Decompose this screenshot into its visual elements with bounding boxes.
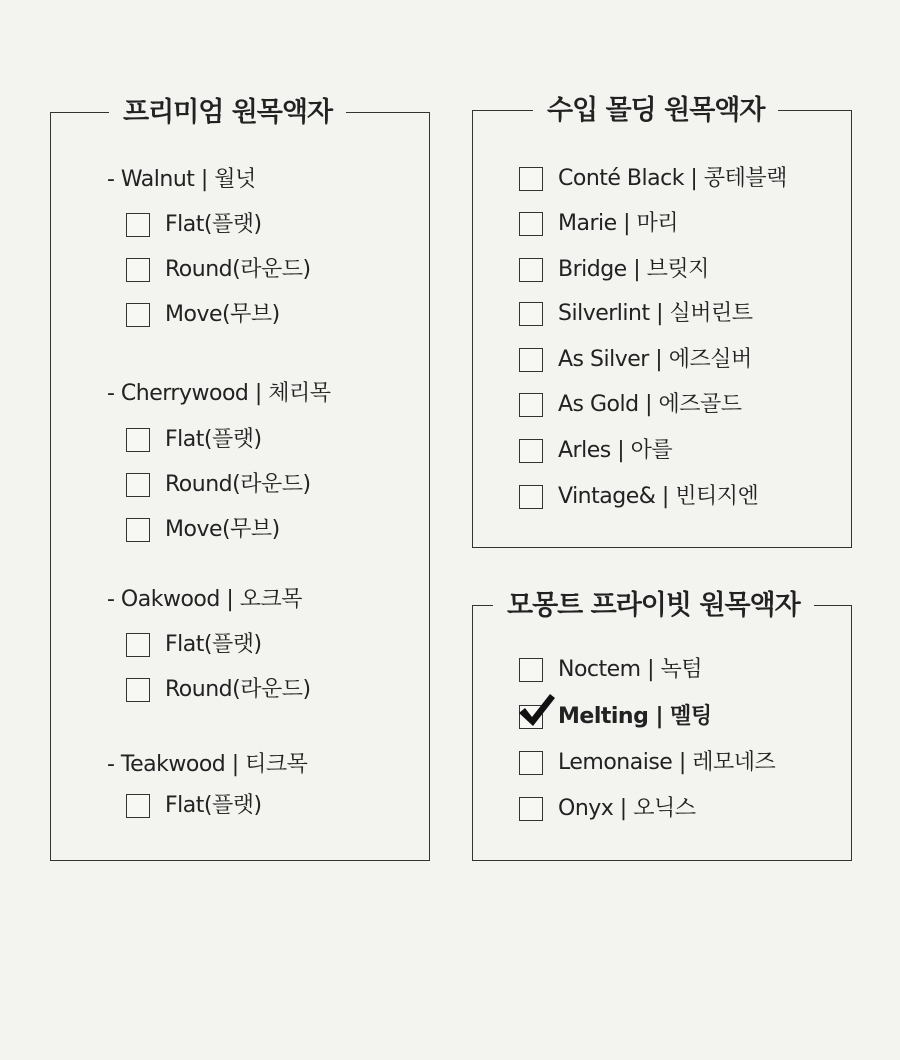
checkbox[interactable] [519, 302, 543, 326]
option-cherrywood-move[interactable] [126, 515, 280, 545]
checkbox[interactable] [519, 167, 543, 191]
checkbox[interactable] [126, 633, 150, 657]
premium-frame-panel [50, 97, 430, 861]
option-label: Flat(플랫) [165, 632, 262, 657]
option-label: As Gold | 에즈골드 [558, 392, 742, 417]
option-teakwood-flat[interactable] [126, 791, 262, 821]
checkbox-checked[interactable] [519, 705, 543, 729]
checkbox[interactable] [519, 751, 543, 775]
option-cherrywood-flat[interactable] [126, 425, 262, 455]
checkmark-icon [516, 692, 558, 732]
checkbox[interactable] [519, 439, 543, 463]
option-label: Move(무브) [165, 517, 280, 542]
option-walnut-flat[interactable] [126, 210, 262, 240]
checkbox[interactable] [519, 485, 543, 509]
option-vintage[interactable] [519, 482, 758, 512]
option-cherrywood-round[interactable] [126, 470, 311, 500]
option-lemonaise[interactable] [519, 748, 775, 778]
option-conte-black[interactable] [519, 164, 787, 194]
option-label: Bridge | 브릿지 [558, 257, 709, 282]
option-label: Melting | 멜팅 [558, 704, 712, 729]
momont-private-title: 모몽트 프라이빗 원목액자 [493, 586, 814, 626]
checkbox[interactable] [519, 658, 543, 682]
option-label: Move(무브) [165, 302, 280, 327]
momont-private-panel [472, 590, 852, 861]
option-label: Round(라운드) [165, 257, 311, 282]
option-label: Round(라운드) [165, 677, 311, 702]
checkbox[interactable] [126, 518, 150, 542]
option-noctem[interactable] [519, 655, 702, 685]
option-label: Marie | 마리 [558, 211, 679, 236]
checkbox[interactable] [519, 212, 543, 236]
option-as-silver[interactable] [519, 345, 752, 375]
option-oakwood-flat[interactable] [126, 630, 262, 660]
option-onyx[interactable] [519, 794, 695, 824]
option-label: Silverlint | 실버린트 [558, 301, 753, 326]
option-silverlint[interactable] [519, 299, 753, 329]
option-label: Arles | 아를 [558, 438, 673, 463]
option-label: As Silver | 에즈실버 [558, 347, 752, 372]
option-label: Lemonaise | 레모네즈 [558, 750, 776, 775]
checkbox[interactable] [519, 258, 543, 282]
option-bridge[interactable] [519, 255, 709, 285]
option-label: Vintage& | 빈티지엔 [558, 484, 759, 509]
option-as-gold[interactable] [519, 390, 742, 420]
group-label-walnut: - Walnut | 월넛 [107, 167, 256, 192]
checkbox[interactable] [126, 473, 150, 497]
option-label: Onyx | 오닉스 [558, 796, 696, 821]
option-walnut-move[interactable] [126, 300, 280, 330]
checkbox[interactable] [126, 678, 150, 702]
checkbox[interactable] [519, 348, 543, 372]
option-marie[interactable] [519, 209, 678, 239]
option-arles[interactable] [519, 436, 672, 466]
checkbox[interactable] [126, 303, 150, 327]
option-walnut-round[interactable] [126, 255, 311, 285]
checkbox[interactable] [126, 794, 150, 818]
checkbox[interactable] [126, 258, 150, 282]
option-label: Noctem | 녹텀 [558, 657, 703, 682]
option-label: Round(라운드) [165, 472, 311, 497]
checkbox[interactable] [126, 428, 150, 452]
checkbox[interactable] [126, 213, 150, 237]
option-label: Flat(플랫) [165, 427, 262, 452]
checkbox[interactable] [519, 797, 543, 821]
group-label-teakwood: - Teakwood | 티크목 [107, 752, 308, 777]
option-label: Flat(플랫) [165, 793, 262, 818]
option-oakwood-round[interactable] [126, 675, 311, 705]
premium-frame-title: 프리미엄 원목액자 [109, 93, 346, 133]
option-melting[interactable] [519, 702, 712, 732]
option-label: Flat(플랫) [165, 212, 262, 237]
group-label-cherrywood: - Cherrywood | 체리목 [107, 381, 331, 406]
imported-molding-title: 수입 몰딩 원목액자 [533, 91, 778, 131]
imported-molding-panel [472, 95, 852, 548]
group-label-oakwood: - Oakwood | 오크목 [107, 587, 303, 612]
checkbox[interactable] [519, 393, 543, 417]
option-label: Conté Black | 콩테블랙 [558, 166, 787, 191]
